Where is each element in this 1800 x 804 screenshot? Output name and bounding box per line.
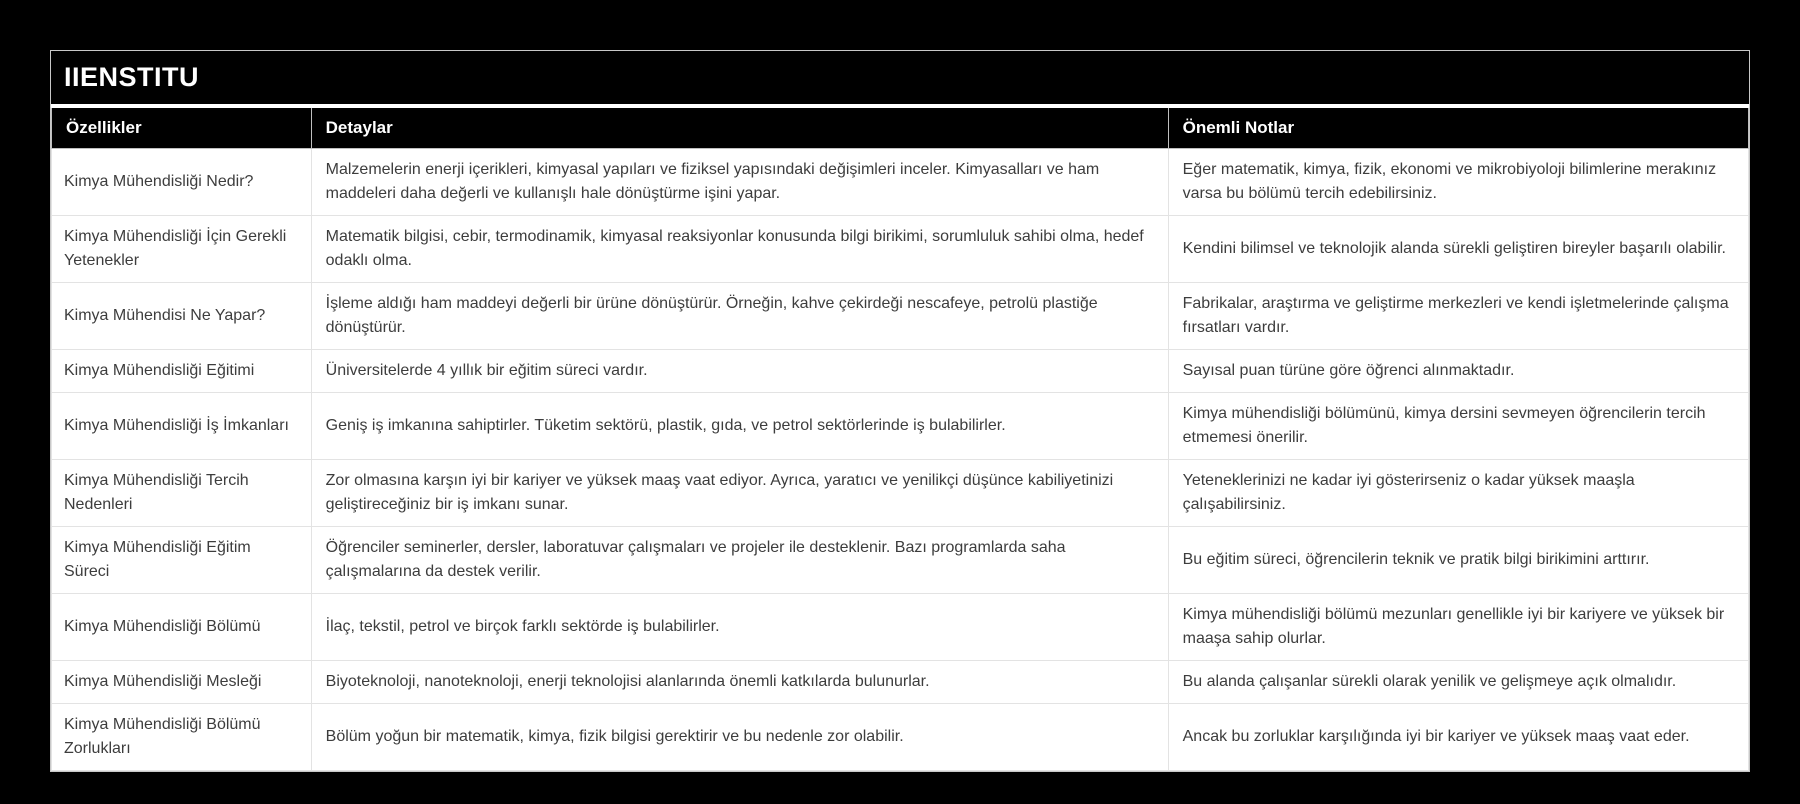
table-row <box>52 704 1749 771</box>
row-notes-cell: Bu alanda çalışanlar sürekli olarak yenilik ve gelişmeye açık olmalıdır. <box>1168 661 1748 704</box>
row-notes-cell: Kimya mühendisliği bölümünü, kimya dersini sevmeyen öğrencilerin tercih etmemesi önerilir. <box>1168 393 1748 460</box>
table-body <box>52 149 1749 771</box>
column-header-ozellikler: Özellikler <box>52 108 312 149</box>
row-details-cell: Öğrenciler seminerler, dersler, laboratuvar çalışmaları ve projeler ile desteklenir. Bazı programlarda saha çalışmalarına da destek verilir. <box>311 527 1168 594</box>
row-feature-cell: Kimya Mühendisliği Eğitimi <box>52 350 312 393</box>
column-header-detaylar: Detaylar <box>311 108 1168 149</box>
table-row <box>52 527 1749 594</box>
table-row <box>52 661 1749 704</box>
row-details-cell: İlaç, tekstil, petrol ve birçok farklı sektörde iş bulabilirler. <box>311 594 1168 661</box>
row-feature-cell: Kimya Mühendisi Ne Yapar? <box>52 283 312 350</box>
row-notes-cell: Sayısal puan türüne göre öğrenci alınmaktadır. <box>1168 350 1748 393</box>
row-feature-cell: Kimya Mühendisliği Bölümü <box>52 594 312 661</box>
row-feature-cell: Kimya Mühendisliği Tercih Nedenleri <box>52 460 312 527</box>
row-details-cell: Matematik bilgisi, cebir, termodinamik, kimyasal reaksiyonlar konusunda bilgi birikimi, sorumluluk sahibi olma, hedef odaklı olma. <box>311 216 1168 283</box>
column-header-onemli-notlar: Önemli Notlar <box>1168 108 1748 149</box>
table-row <box>52 594 1749 661</box>
row-details-cell: Üniversitelerde 4 yıllık bir eğitim süreci vardır. <box>311 350 1168 393</box>
header-row <box>52 108 1749 149</box>
table-row <box>52 283 1749 350</box>
row-feature-cell: Kimya Mühendisliği İş İmkanları <box>52 393 312 460</box>
row-feature-cell: Kimya Mühendisliği Mesleği <box>52 661 312 704</box>
table-row <box>52 350 1749 393</box>
page-title: IIENSTITU <box>51 51 1749 108</box>
row-notes-cell: Eğer matematik, kimya, fizik, ekonomi ve mikrobiyoloji bilimlerine merakınız varsa bu bölümü tercih edebilirsiniz. <box>1168 149 1748 216</box>
row-notes-cell: Fabrikalar, araştırma ve geliştirme merkezleri ve kendi işletmelerinde çalışma fırsatları vardır. <box>1168 283 1748 350</box>
row-details-cell: İşleme aldığı ham maddeyi değerli bir ürüne dönüştürür. Örneğin, kahve çekirdeği nescafeye, petrolü plastiğe dönüştürür. <box>311 283 1168 350</box>
row-notes-cell: Ancak bu zorluklar karşılığında iyi bir kariyer ve yüksek maaş vaat eder. <box>1168 704 1748 771</box>
info-table <box>51 108 1749 771</box>
table-row <box>52 393 1749 460</box>
row-notes-cell: Kendini bilimsel ve teknolojik alanda sürekli geliştiren bireyler başarılı olabilir. <box>1168 216 1748 283</box>
row-details-cell: Bölüm yoğun bir matematik, kimya, fizik bilgisi gerektirir ve bu nedenle zor olabilir. <box>311 704 1168 771</box>
row-feature-cell: Kimya Mühendisliği Bölümü Zorlukları <box>52 704 312 771</box>
row-details-cell: Malzemelerin enerji içerikleri, kimyasal yapıları ve fiziksel yapısındaki değişimleri inceler. Kimyasalları ve ham maddeleri daha değerli ve kullanışlı hale dönüştürme işini yapar. <box>311 149 1168 216</box>
table-row <box>52 149 1749 216</box>
row-feature-cell: Kimya Mühendisliği Nedir? <box>52 149 312 216</box>
row-notes-cell: Kimya mühendisliği bölümü mezunları genellikle iyi bir kariyere ve yüksek bir maaşa sahip olurlar. <box>1168 594 1748 661</box>
row-feature-cell: Kimya Mühendisliği İçin Gerekli Yetenekler <box>52 216 312 283</box>
row-details-cell: Zor olmasına karşın iyi bir kariyer ve yüksek maaş vaat ediyor. Ayrıca, yaratıcı ve yenilikçi düşünce kabiliyetinizi geliştireceğiniz bir iş imkanı sunar. <box>311 460 1168 527</box>
row-notes-cell: Bu eğitim süreci, öğrencilerin teknik ve pratik bilgi birikimini arttırır. <box>1168 527 1748 594</box>
row-feature-cell: Kimya Mühendisliği Eğitim Süreci <box>52 527 312 594</box>
row-details-cell: Biyoteknoloji, nanoteknoloji, enerji teknolojisi alanlarında önemli katkılarda bulunurlar. <box>311 661 1168 704</box>
table-row <box>52 460 1749 527</box>
table-card <box>50 50 1750 772</box>
table-row <box>52 216 1749 283</box>
row-notes-cell: Yeteneklerinizi ne kadar iyi gösterirseniz o kadar yüksek maaşla çalışabilirsiniz. <box>1168 460 1748 527</box>
row-details-cell: Geniş iş imkanına sahiptirler. Tüketim sektörü, plastik, gıda, ve petrol sektörlerinde iş bulabilirler. <box>311 393 1168 460</box>
